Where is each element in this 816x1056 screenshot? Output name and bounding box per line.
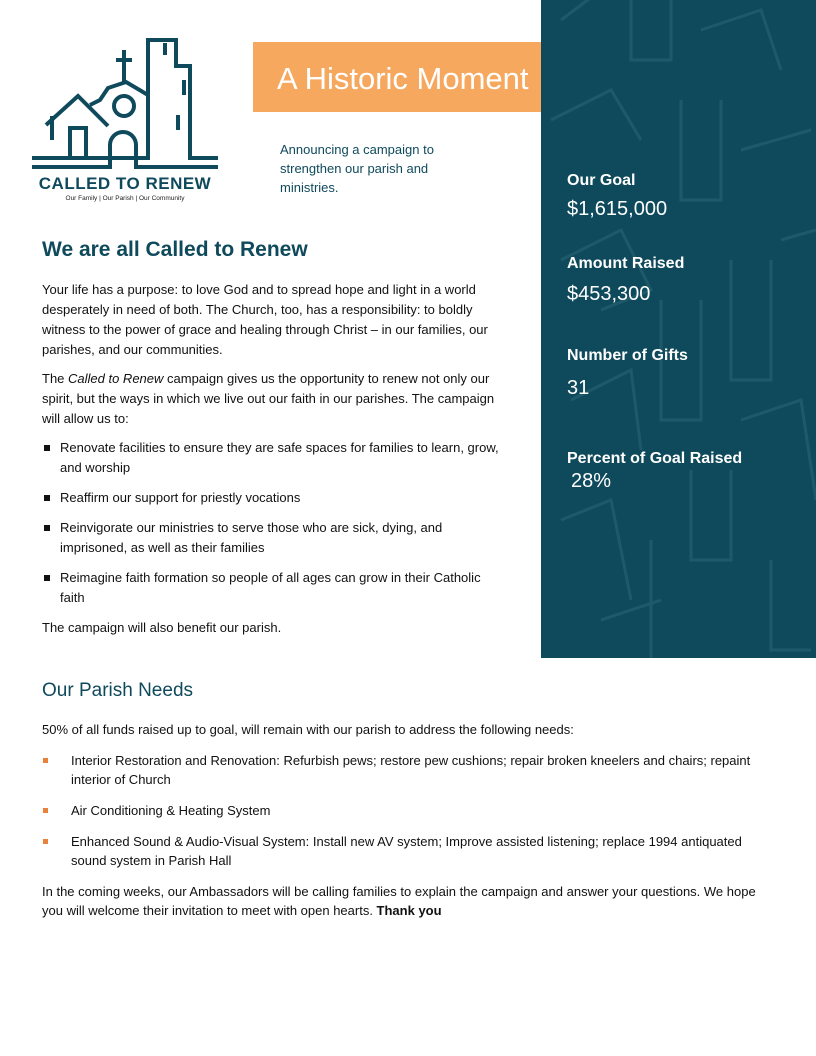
list-item: Renovate facilities to ensure they are safe spaces for families to learn, grow, and worship bbox=[42, 438, 500, 478]
stat-label: Our Goal bbox=[567, 172, 636, 189]
needs-list bbox=[42, 751, 762, 870]
logo bbox=[28, 20, 223, 175]
stats-panel bbox=[541, 0, 816, 658]
stat-value: $1,615,000 bbox=[567, 198, 668, 220]
stat-value: 31 bbox=[567, 377, 590, 399]
stat-value: $453,300 bbox=[567, 283, 651, 305]
background-pattern-icon bbox=[541, 0, 816, 658]
intro-body bbox=[42, 280, 500, 647]
list-item: Air Conditioning & Heating System bbox=[42, 801, 762, 820]
stat-raised bbox=[567, 255, 684, 306]
stat-label: Number of Gifts bbox=[567, 347, 688, 364]
stat-label: Amount Raised bbox=[567, 255, 685, 272]
text: In the coming weeks, our Ambassadors will be calling families to explain the campaign and answer your questions. We hope you will welcome their invitation to meet with open hearts. bbox=[42, 884, 756, 918]
tagline: Announcing a campaign to strengthen our parish and ministries. bbox=[280, 142, 434, 195]
list-item: Reinvigorate our ministries to serve those who are sick, dying, and imprisoned, as well as their families bbox=[42, 518, 500, 558]
thank-you: Thank you bbox=[376, 903, 442, 918]
needs-body bbox=[42, 720, 762, 932]
stat-label: Percent of Goal Raised bbox=[567, 450, 743, 467]
list-item: Enhanced Sound & Audio-Visual System: Install new AV system; Improve assisted listening; replace 1994 antiquated sound system in Parish Hall bbox=[42, 832, 762, 870]
needs-heading: Our Parish Needs bbox=[42, 680, 194, 701]
text: The bbox=[42, 371, 69, 386]
intro-paragraph bbox=[42, 369, 500, 429]
text: campaign gives us the opportunity to renew not only our spirit, but the ways in which we live out our faith in our parishes. The campaign will allow us to: bbox=[42, 371, 495, 426]
needs-closing bbox=[42, 882, 762, 920]
stat-value: 28% bbox=[571, 470, 612, 492]
stat-percent bbox=[567, 450, 742, 493]
intro-closing: The campaign will also benefit our parish. bbox=[42, 620, 282, 635]
list-item: Interior Restoration and Renovation: Refurbish pews; restore pew cushions; repair broken kneelers and chairs; repaint interior of Church bbox=[42, 751, 762, 789]
logo-title: CALLED TO RENEW bbox=[38, 174, 212, 193]
campaign-goals-list bbox=[42, 438, 500, 608]
intro-heading: We are all Called to Renew bbox=[42, 238, 308, 261]
banner-title: A Historic Moment bbox=[253, 42, 642, 112]
needs-intro: 50% of all funds raised up to goal, will remain with our parish to address the following needs: bbox=[42, 722, 574, 737]
list-item: Reaffirm our support for priestly vocations bbox=[42, 488, 500, 508]
stat-gifts bbox=[567, 347, 688, 400]
stat-goal bbox=[567, 172, 667, 221]
church-logo-icon bbox=[28, 20, 223, 170]
logo-subtitle: Our Family | Our Parish | Our Community bbox=[65, 195, 185, 202]
list-item: Reimagine faith formation so people of all ages can grow in their Catholic faith bbox=[42, 568, 500, 608]
campaign-name: Called to Renew bbox=[68, 371, 164, 386]
intro-paragraph: Your life has a purpose: to love God and to spread hope and light in a world desperately in need of both. The Church, too, has a responsibility: to boldly witness to the power of grace and healing through Christ – in our families, our parishes, and our communities. bbox=[42, 282, 488, 357]
